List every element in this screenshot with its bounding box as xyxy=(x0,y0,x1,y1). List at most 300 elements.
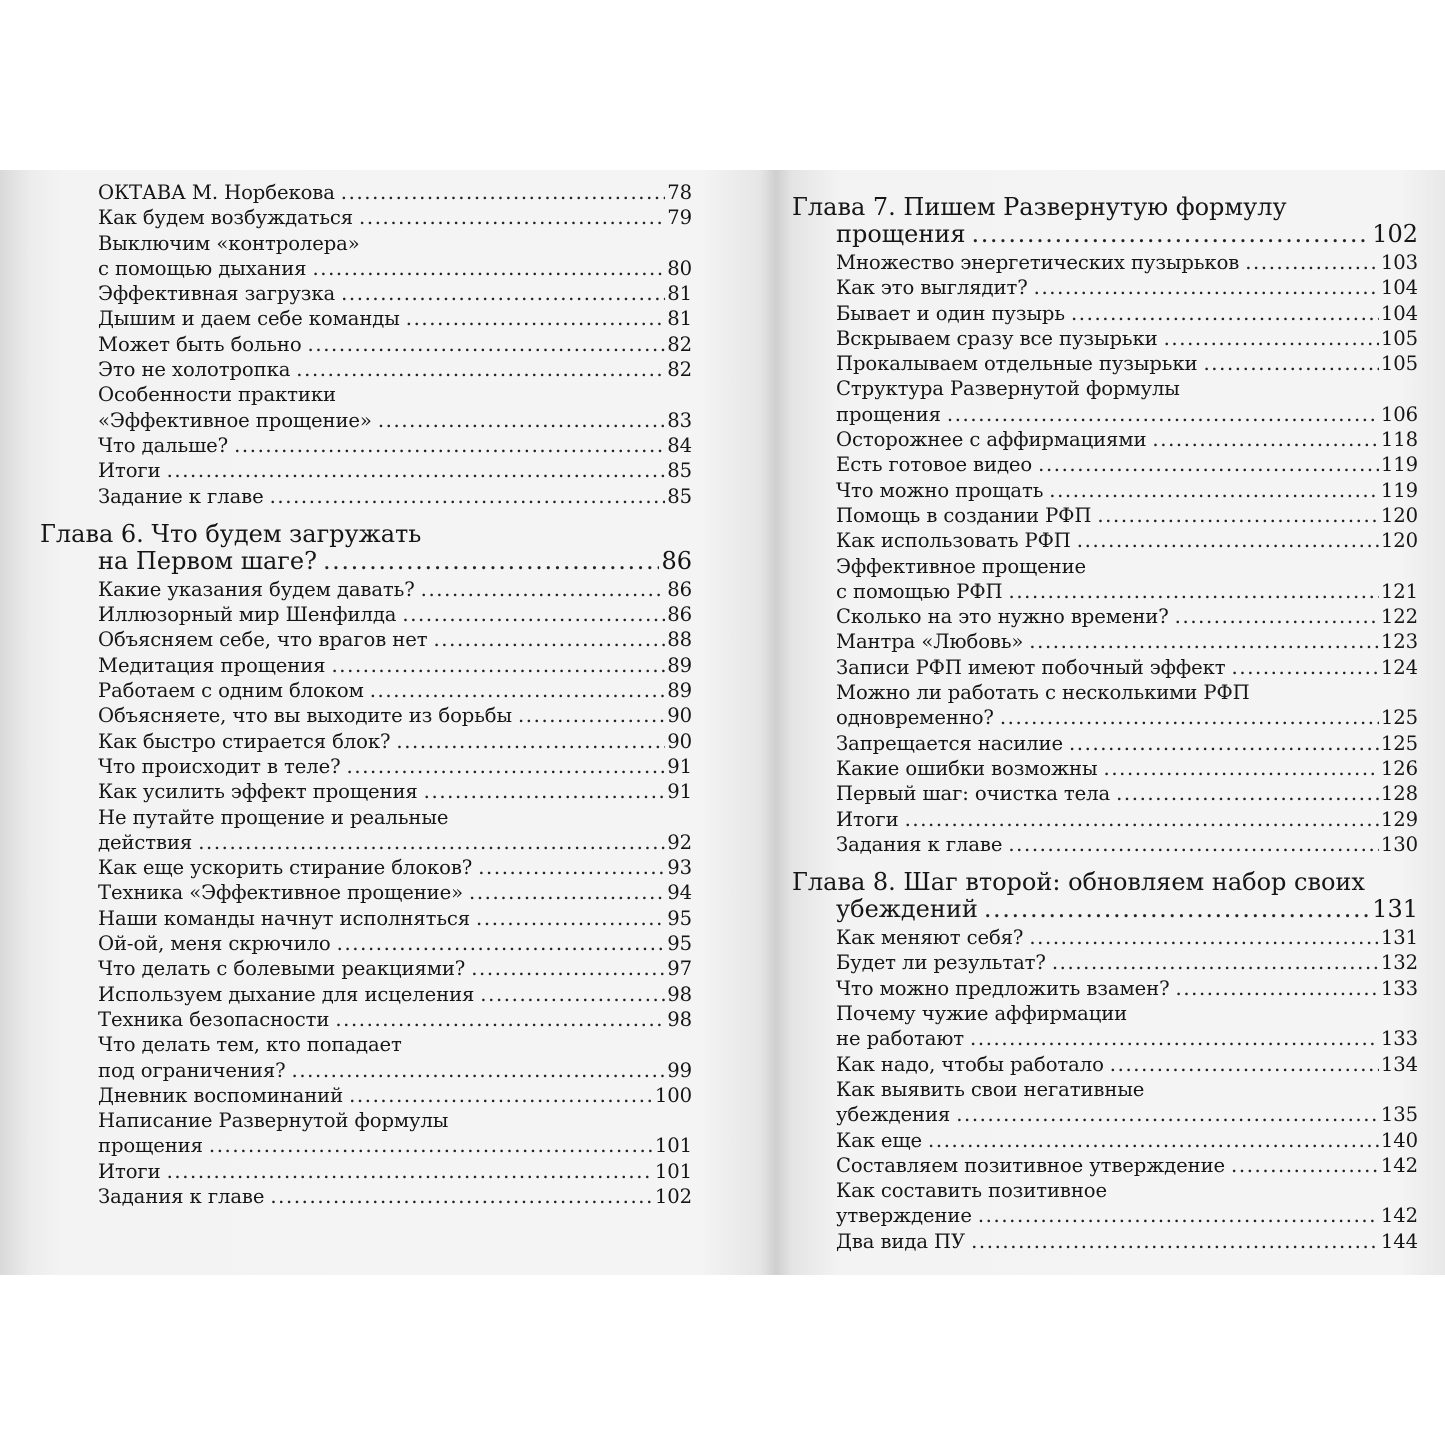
page-number: 142 xyxy=(1380,1153,1418,1177)
dot-leader xyxy=(518,703,665,728)
entry-title: Как будем возбуждаться xyxy=(98,206,354,230)
toc-entry xyxy=(40,357,692,382)
entry-line xyxy=(98,1083,692,1108)
toc-entry xyxy=(40,1083,692,1108)
toc-entry xyxy=(40,805,692,856)
entry-line xyxy=(98,931,692,956)
entry-title: с помощью дыхания xyxy=(98,256,307,280)
entry-title: Как надо, чтобы работало xyxy=(836,1052,1104,1076)
entry-line xyxy=(98,180,692,205)
entry-title-line: Выключим «контролера» xyxy=(98,231,360,255)
entry-title: Объясняете, что вы выходите из борьбы xyxy=(98,704,512,728)
dot-leader xyxy=(905,807,1379,832)
dot-leader xyxy=(323,548,660,575)
dot-leader xyxy=(1029,629,1379,654)
entry-line xyxy=(836,1128,1418,1153)
page-number: 85 xyxy=(667,459,692,483)
toc-entry xyxy=(40,855,692,880)
entry-title: Два вида ПУ xyxy=(836,1229,966,1253)
dot-leader xyxy=(947,402,1379,427)
page-number: 86 xyxy=(667,603,692,627)
entry-line xyxy=(836,301,1418,326)
page-number: 124 xyxy=(1380,655,1418,679)
toc-entry xyxy=(40,678,692,703)
page-number: 99 xyxy=(667,1058,692,1082)
dot-leader xyxy=(984,896,1370,923)
page-number: 103 xyxy=(1380,251,1418,274)
entry-title-line: Не путайте прощение и реальные xyxy=(98,805,449,829)
entry-title: Техника «Эффективное прощение» xyxy=(98,881,464,905)
toc-entry xyxy=(40,880,692,905)
page-number: 131 xyxy=(1372,896,1418,924)
toc-entry xyxy=(40,180,692,205)
entry-title: Как это выглядит? xyxy=(836,276,1028,300)
toc-entry xyxy=(40,1184,692,1209)
entry-line xyxy=(836,528,1418,553)
entry-line xyxy=(836,655,1418,680)
page-number: 120 xyxy=(1380,503,1418,527)
page-number: 88 xyxy=(667,628,692,652)
dot-leader xyxy=(424,779,666,804)
entry-title: Дневник воспоминаний xyxy=(98,1083,344,1107)
dot-leader xyxy=(1231,1153,1379,1178)
toc-entry xyxy=(792,781,1418,806)
toc-entry xyxy=(40,1159,692,1184)
entry-title: Дышим и даем себе команды xyxy=(98,307,400,331)
entry-title: Как меняют себя? xyxy=(836,926,1024,950)
chapter-6-heading xyxy=(40,521,692,575)
page-number: 98 xyxy=(667,1007,692,1031)
entry-line xyxy=(98,703,692,728)
entry-title: Сколько на это нужно времени? xyxy=(836,605,1169,629)
toc-entry xyxy=(40,332,692,357)
entry-line xyxy=(98,205,692,230)
dot-leader xyxy=(1071,301,1379,326)
entry-title: Первый шаг: очистка тела xyxy=(836,782,1111,806)
entry-title: Итоги xyxy=(836,807,899,831)
page-number: 125 xyxy=(1380,706,1418,730)
entry-line xyxy=(836,950,1418,975)
entry-title: одновременно? xyxy=(836,706,994,730)
page-number: 101 xyxy=(654,1159,692,1183)
left-page xyxy=(40,180,692,1275)
page-number: 86 xyxy=(661,547,692,575)
page-number: 98 xyxy=(667,982,692,1006)
entry-title: Наши команды начнут исполняться xyxy=(98,906,471,930)
toc-entry xyxy=(40,602,692,627)
dot-leader xyxy=(471,956,665,981)
page-number: 90 xyxy=(667,704,692,728)
toc-entry xyxy=(792,427,1418,452)
entry-line xyxy=(836,427,1418,452)
dot-leader xyxy=(970,1026,1379,1051)
chapter-title-continued xyxy=(40,548,692,575)
toc-entry xyxy=(792,275,1418,300)
dot-leader xyxy=(270,1184,653,1209)
toc-entry xyxy=(40,931,692,956)
page-number: 81 xyxy=(667,282,692,306)
entry-title: Какие ошибки возможны xyxy=(836,756,1098,780)
page-number: 92 xyxy=(667,830,692,854)
entry-title: ОКТАВА М. Норбекова xyxy=(98,181,335,204)
entry-line xyxy=(836,1153,1418,1178)
entry-title: Иллюзорный мир Шенфилда xyxy=(98,603,397,627)
page-number: 85 xyxy=(667,484,692,508)
toc-entry xyxy=(792,528,1418,553)
entry-line xyxy=(98,433,692,458)
entry-title: Что делать с болевыми реакциями? xyxy=(98,957,466,981)
entry-title: Медитация прощения xyxy=(98,653,326,677)
entry-line xyxy=(836,781,1418,806)
toc-entry xyxy=(40,956,692,981)
entry-title: Какие указания будем давать? xyxy=(98,577,415,601)
entry-line xyxy=(836,326,1418,351)
toc-entry xyxy=(40,458,692,483)
page-number: 89 xyxy=(667,653,692,677)
entry-line xyxy=(98,1184,692,1209)
entry-last-line xyxy=(836,579,1418,604)
left-toc xyxy=(40,180,692,1209)
chapter-8-heading xyxy=(792,869,1418,923)
dot-leader xyxy=(378,408,665,433)
toc-entry xyxy=(40,779,692,804)
page-number: 104 xyxy=(1380,301,1418,325)
entry-title: прощения xyxy=(836,221,966,248)
dot-leader xyxy=(359,205,665,230)
entry-title: утверждение xyxy=(836,1204,972,1228)
toc-entry xyxy=(40,577,692,602)
page-number: 100 xyxy=(654,1083,692,1107)
entry-title-line: Как выявить свои негативные xyxy=(836,1077,1145,1101)
toc-entry xyxy=(792,925,1418,950)
entry-title: прощения xyxy=(98,1134,203,1158)
dot-leader xyxy=(1232,655,1379,680)
dot-leader xyxy=(1116,781,1379,806)
page-number: 125 xyxy=(1380,731,1418,755)
entry-line xyxy=(98,484,692,509)
toc-entry xyxy=(40,205,692,230)
dot-leader xyxy=(1029,925,1379,950)
entry-title: Используем дыхание для исцеления xyxy=(98,982,475,1006)
toc-entry xyxy=(792,655,1418,680)
toc-entry xyxy=(792,629,1418,654)
toc-entry xyxy=(40,1108,692,1159)
toc-entry xyxy=(40,281,692,306)
page-number: 140 xyxy=(1380,1128,1418,1152)
entry-title: Эффективная загрузка xyxy=(98,282,336,306)
dot-leader xyxy=(209,1133,653,1158)
entry-last-line xyxy=(98,830,692,855)
entry-title: Как быстро стирается блок? xyxy=(98,729,391,753)
page-number: 101 xyxy=(654,1134,692,1158)
page-number: 83 xyxy=(667,408,692,432)
entry-line xyxy=(98,1007,692,1032)
toc-entry xyxy=(40,653,692,678)
dot-leader xyxy=(1104,756,1379,781)
entry-line xyxy=(836,925,1418,950)
toc-entry xyxy=(792,731,1418,756)
right-toc xyxy=(792,180,1418,1254)
entry-line xyxy=(98,754,692,779)
dot-leader xyxy=(1049,478,1379,503)
entry-last-line xyxy=(836,1102,1418,1127)
dot-leader xyxy=(349,1083,653,1108)
page-number: 105 xyxy=(1380,326,1418,350)
page-number: 86 xyxy=(667,577,692,601)
entry-line xyxy=(98,332,692,357)
entry-line xyxy=(98,627,692,652)
entry-line xyxy=(836,976,1418,1001)
dot-leader xyxy=(234,433,665,458)
toc-entry xyxy=(40,484,692,509)
page-number: 126 xyxy=(1380,756,1418,780)
entry-line xyxy=(98,678,692,703)
entry-title: Записи РФП имеют побочный эффект xyxy=(836,655,1226,679)
entry-title: Задания к главе xyxy=(836,832,1003,856)
entry-line xyxy=(98,1159,692,1184)
page-number: 89 xyxy=(667,679,692,703)
dot-leader xyxy=(167,458,666,483)
entry-last-line xyxy=(836,1203,1418,1228)
entry-title: не работают xyxy=(836,1027,965,1051)
dot-leader xyxy=(1052,950,1379,975)
entry-title: Объясняем себе, что врагов нет xyxy=(98,628,428,652)
entry-line xyxy=(836,1229,1418,1254)
entry-last-line xyxy=(98,1058,692,1083)
page-number: 134 xyxy=(1380,1052,1418,1076)
entry-last-line xyxy=(836,705,1418,730)
entry-title: Это не холотропка xyxy=(98,358,291,382)
dot-leader xyxy=(1152,427,1378,452)
entry-title: Что происходит в теле? xyxy=(98,754,341,778)
chapter-title: Глава 8. Шаг второй: обновляем набор своих xyxy=(792,868,1365,897)
page-number: 121 xyxy=(1380,579,1418,603)
entry-title: Множество энергетических пузырьков xyxy=(836,251,1240,274)
page-number: 132 xyxy=(1380,951,1418,975)
entry-title: Прокалываем отдельные пузырьки xyxy=(836,352,1198,376)
dot-leader xyxy=(480,982,665,1007)
page-number: 142 xyxy=(1380,1204,1418,1228)
dot-leader xyxy=(469,880,665,905)
entry-title: убеждения xyxy=(836,1103,951,1127)
page-number: 90 xyxy=(667,729,692,753)
entry-line xyxy=(98,306,692,331)
toc-entry xyxy=(792,756,1418,781)
page-number: 133 xyxy=(1380,976,1418,1000)
toc-entry xyxy=(792,452,1418,477)
page-number: 91 xyxy=(667,780,692,804)
right-page xyxy=(792,180,1418,1275)
dot-leader xyxy=(347,754,666,779)
page-number: 120 xyxy=(1380,529,1418,553)
entry-title: прощения xyxy=(836,402,941,426)
page-number: 82 xyxy=(667,358,692,382)
entry-title: убеждений xyxy=(836,896,978,924)
page-number: 129 xyxy=(1380,807,1418,831)
entry-line xyxy=(98,729,692,754)
dot-leader xyxy=(978,1203,1379,1228)
entry-line xyxy=(98,458,692,483)
entry-last-line xyxy=(836,1026,1418,1051)
entry-line xyxy=(98,906,692,931)
entry-title: Техника безопасности xyxy=(98,1007,330,1031)
entry-line xyxy=(98,577,692,602)
page-number: 135 xyxy=(1380,1103,1418,1127)
page-number: 119 xyxy=(1380,453,1418,477)
dot-leader xyxy=(421,577,666,602)
page-number: 81 xyxy=(667,307,692,331)
entry-line xyxy=(836,478,1418,503)
dot-leader xyxy=(370,678,666,703)
dot-leader xyxy=(478,855,665,880)
toc-entry xyxy=(792,1001,1418,1052)
dot-leader xyxy=(296,357,665,382)
chapter-title: Глава 6. Что будем загружать xyxy=(40,519,422,548)
toc-entry xyxy=(792,351,1418,376)
toc-entry xyxy=(792,1052,1418,1077)
entry-title: Как еще xyxy=(836,1128,923,1152)
entry-line xyxy=(98,281,692,306)
entry-title-line: Что делать тем, кто попадает xyxy=(98,1033,402,1057)
dot-leader xyxy=(1038,452,1379,477)
dot-leader xyxy=(396,729,665,754)
entry-line xyxy=(98,855,692,880)
page-number: 95 xyxy=(667,906,692,930)
entry-line xyxy=(836,832,1418,857)
toc-entry xyxy=(792,503,1418,528)
entry-title: Мантра «Любовь» xyxy=(836,630,1024,654)
toc-entry xyxy=(40,754,692,779)
dot-leader xyxy=(335,1007,665,1032)
entry-line xyxy=(836,807,1418,832)
dot-leader xyxy=(1175,976,1378,1001)
page-number: 82 xyxy=(667,332,692,356)
dot-leader xyxy=(402,602,665,627)
entry-line xyxy=(836,452,1418,477)
entry-last-line xyxy=(98,256,692,281)
dot-leader xyxy=(971,221,1370,248)
entry-line xyxy=(836,756,1418,781)
dot-leader xyxy=(1069,731,1379,756)
page-number: 79 xyxy=(667,206,692,230)
entry-line xyxy=(98,653,692,678)
entry-title: Бывает и один пузырь xyxy=(836,301,1065,325)
entry-line xyxy=(836,604,1418,629)
dot-leader xyxy=(1008,832,1379,857)
toc-entry xyxy=(40,703,692,728)
entry-title: Как еще ускорить стирание блоков? xyxy=(98,856,473,880)
dot-leader xyxy=(928,1128,1379,1153)
toc-entry xyxy=(792,1128,1418,1153)
page-number: 122 xyxy=(1380,605,1418,629)
entry-title: Может быть больно xyxy=(98,332,302,356)
toc-entry xyxy=(792,376,1418,427)
page-number: 84 xyxy=(667,433,692,457)
page-number: 133 xyxy=(1380,1027,1418,1051)
dot-leader xyxy=(167,1159,653,1184)
page-number: 80 xyxy=(667,256,692,280)
entry-title: «Эффективное прощение» xyxy=(98,408,372,432)
book-spread xyxy=(0,170,1445,1275)
toc-entry xyxy=(40,306,692,331)
toc-entry xyxy=(792,326,1418,351)
dot-leader xyxy=(308,332,666,357)
dot-leader xyxy=(1077,528,1379,553)
dot-leader xyxy=(1175,604,1379,629)
toc-entry xyxy=(40,433,692,458)
dot-leader xyxy=(1009,579,1379,604)
entry-line xyxy=(98,982,692,1007)
entry-title-line: Можно ли работать с несколькими РФП xyxy=(836,681,1250,705)
entry-title: с помощью РФП xyxy=(836,579,1003,603)
entry-title: Запрещается насилие xyxy=(836,731,1063,755)
entry-title: на Первом шаге? xyxy=(98,547,317,575)
page-number: 130 xyxy=(1380,832,1418,856)
dot-leader xyxy=(1245,250,1379,275)
entry-title: Ой-ой, меня скрючило xyxy=(98,932,331,956)
entry-title-line: Как составить позитивное xyxy=(836,1179,1107,1203)
entry-line xyxy=(836,503,1418,528)
toc-entry xyxy=(792,1077,1418,1128)
page-number: 128 xyxy=(1380,782,1418,806)
toc-entry xyxy=(40,627,692,652)
entry-title-line: Эффективное прощение xyxy=(836,554,1087,578)
entry-title-line: Написание Развернутой формулы xyxy=(98,1109,449,1133)
entry-title: Итоги xyxy=(98,459,161,483)
toc-entry xyxy=(40,906,692,931)
entry-title: Составляем позитивное утверждение xyxy=(836,1153,1226,1177)
entry-line xyxy=(836,275,1418,300)
entry-title: Задания к главе xyxy=(98,1184,265,1208)
entry-line xyxy=(98,956,692,981)
entry-line xyxy=(98,602,692,627)
entry-last-line xyxy=(98,1133,692,1158)
entry-title: Что можно прощать xyxy=(836,478,1044,502)
entry-title: Помощь в создании РФП xyxy=(836,503,1092,527)
entry-line xyxy=(98,779,692,804)
entry-line xyxy=(836,250,1418,275)
toc-entry xyxy=(792,807,1418,832)
entry-line xyxy=(836,351,1418,376)
toc-entry xyxy=(792,301,1418,326)
page-number: 119 xyxy=(1380,478,1418,502)
dot-leader xyxy=(1164,326,1379,351)
entry-title: Осторожнее с аффирмациями xyxy=(836,428,1147,452)
dot-leader xyxy=(1110,1052,1379,1077)
toc-entry xyxy=(40,982,692,1007)
toc-entry xyxy=(40,729,692,754)
dot-leader xyxy=(198,830,665,855)
entry-title: Есть готовое видео xyxy=(836,453,1033,477)
page-number: 102 xyxy=(1372,221,1418,248)
toc-entry xyxy=(792,680,1418,731)
page-number: 144 xyxy=(1380,1229,1418,1253)
dot-leader xyxy=(956,1102,1379,1127)
dot-leader xyxy=(1097,503,1379,528)
entry-title: Как использовать РФП xyxy=(836,529,1071,553)
entry-title: Будет ли результат? xyxy=(836,951,1046,975)
dot-leader xyxy=(476,906,665,931)
page-number: 95 xyxy=(667,932,692,956)
page-number: 118 xyxy=(1380,428,1418,452)
toc-entry xyxy=(792,1153,1418,1178)
toc-entry xyxy=(792,1178,1418,1229)
entry-title: Что можно предложить взамен? xyxy=(836,976,1170,1000)
dot-leader xyxy=(337,931,666,956)
chapter-title: Глава 7. Пишем Развернутую формулу xyxy=(792,193,1287,221)
entry-last-line xyxy=(836,402,1418,427)
toc-entry xyxy=(792,976,1418,1001)
